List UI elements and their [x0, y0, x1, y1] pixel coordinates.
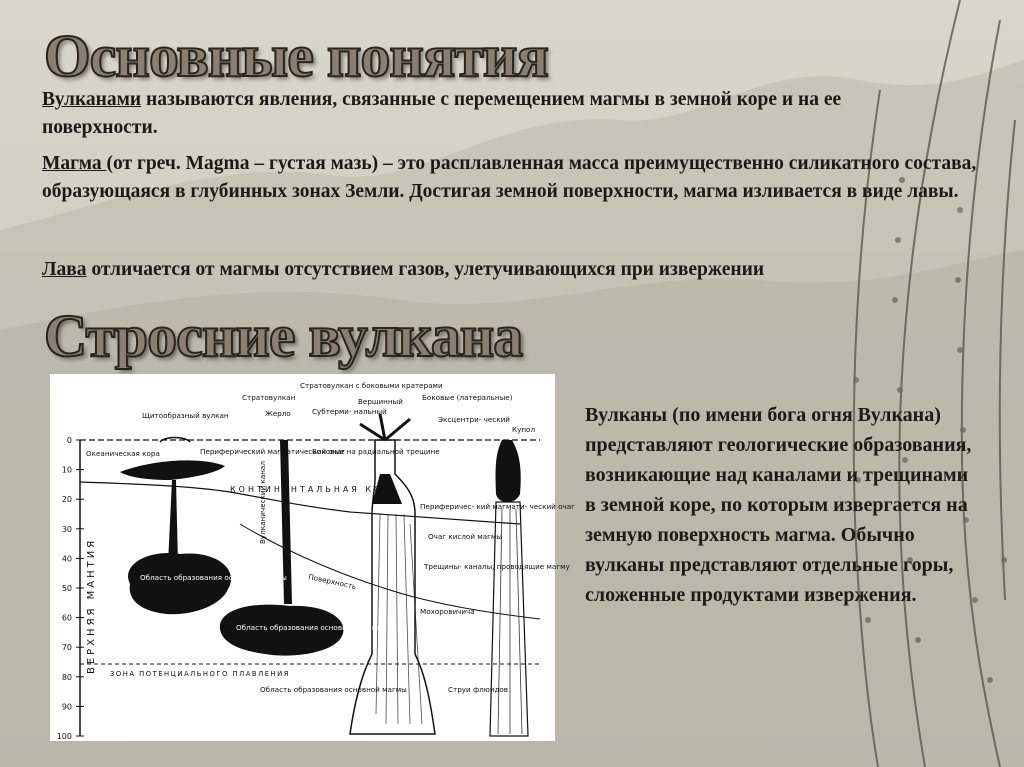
paragraph-magma: [42, 150, 1017, 206]
vertical-label-upper-mantle: ВЕРХНЯЯ МАНТИЯ: [86, 537, 97, 674]
label-lateral-radial: Боковые на радиальной трещине: [312, 447, 440, 456]
depth-tick-label: 30: [61, 524, 72, 534]
label-melting-zone: ЗОНА ПОТЕНЦИАЛЬНОГО ПЛАВЛЕНИЯ: [110, 670, 290, 678]
definition-magma: (от греч. Magma – густая мазь) – это расплавленная масса преимущественно силикатного состава, образующаяся в глубинных зонах Земли. Достигая земной поверхности, магма изливается в виде лавы.: [42, 153, 977, 202]
label-moho: Мохоровичича: [420, 607, 475, 616]
term-lava: Лава: [42, 259, 87, 280]
depth-tick-label: 80: [61, 672, 72, 682]
label-vent: Жерло: [265, 409, 291, 418]
depth-tick-label: 50: [61, 584, 72, 593]
paragraph-volcanoes: [42, 86, 862, 142]
label-shield-volcano: Щитообразный вулкан: [142, 411, 229, 420]
label-dome: Купол: [512, 425, 536, 434]
label-strato-side-craters: Стратовулкан с боковыми кратерами: [300, 381, 443, 390]
label-basic-magma-3: Область образования основной магмы: [260, 685, 407, 694]
label-eccentric: Эксцентри- ческий: [438, 415, 510, 424]
term-magma: Магма: [42, 153, 107, 174]
label-oceanic-crust: Океаническая кора: [86, 449, 160, 458]
depth-tick-label: 10: [61, 465, 72, 475]
label-lateral: Боковые (латеральные): [422, 393, 513, 402]
depth-tick-label: 60: [61, 613, 72, 623]
label-subterminal: Субтерми- нальный: [312, 407, 387, 416]
label-basic-magma-1: Область образования основной магмы: [140, 573, 287, 582]
label-stratovolcano: Стратовулкан: [242, 393, 296, 402]
label-fissure-channels: Трещины- каналы, проводящие магму: [424, 562, 570, 571]
heading-main-concepts: Основные понятия: [44, 23, 548, 89]
label-volcanic-channel: Вулканический канал: [258, 461, 267, 544]
volcano-structure-diagram: [50, 374, 575, 741]
volcano-description: Вулканы (по имени бога огня Вулкана) представляют геологические образования, возникающие над каналами и трещинами в земной коре, по которым извергается на земную поверхность магма. Обычно вулканы представляют отдельные горы, сложенные продуктами извержения.: [585, 404, 972, 606]
label-surface: Поверхность: [307, 572, 358, 592]
term-volcanoes: Вулканами: [42, 89, 142, 110]
paragraph-lava: [42, 256, 1017, 284]
depth-tick-label: 90: [61, 702, 72, 712]
depth-tick-label: 70: [61, 643, 72, 653]
dome: [496, 440, 521, 502]
magma-area-1: [128, 553, 231, 614]
definition-volcanoes: называются явления, связанные с перемещением магмы в земной коре и на ее поверхности.: [42, 89, 842, 138]
heading-volcano-structure: Стросние вулкана: [44, 303, 523, 369]
oceanic-crust-shape: [120, 460, 225, 480]
label-peripheral-chamber-2: Периферичес- кий магмати- ческий очаг: [420, 502, 575, 511]
shield-channel: [168, 480, 178, 564]
depth-tick-label: 0: [66, 436, 72, 445]
definition-lava: отличается от магмы отсутствием газов, улетучивающихся при извержении: [86, 259, 765, 280]
depth-tick-label: 40: [61, 554, 72, 564]
label-summit: Вершинный: [358, 397, 403, 406]
label-acid-chamber: Очаг кислой магмы: [428, 532, 502, 541]
label-peripheral-chamber: Периферический магматический очаг: [200, 447, 346, 456]
label-basic-magma-2: Область образования основной магмы: [236, 623, 383, 632]
depth-tick-label: 20: [61, 495, 72, 505]
depth-tick-label: 100: [56, 732, 72, 741]
label-continental-crust: КОНТИНЕНТАЛЬНАЯ КОРА: [230, 485, 400, 494]
label-fluid-jets: Струи флюидов: [448, 685, 509, 694]
